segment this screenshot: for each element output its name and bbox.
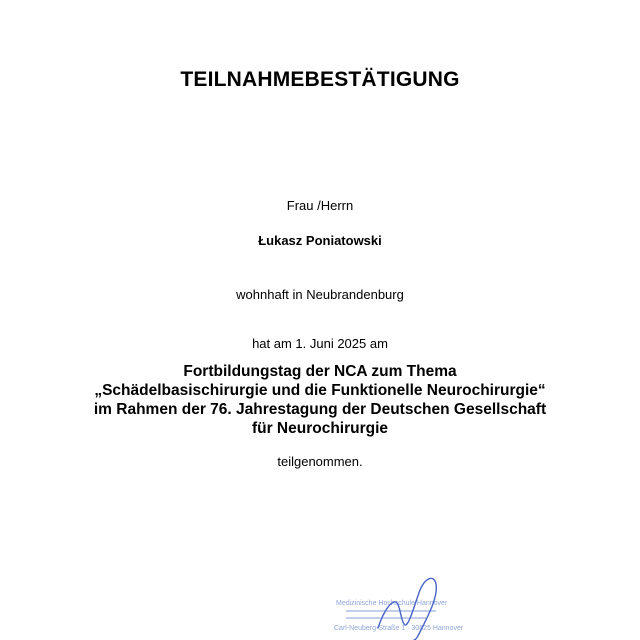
- stamp-text-line: Medizinische Hochschule Hannover: [336, 600, 448, 607]
- document-title: TEILNAHMEBESTÄTIGUNG: [180, 68, 460, 91]
- residence-line: wohnhaft in Neubrandenburg: [236, 287, 404, 302]
- closing-text: teilgenommen.: [277, 454, 363, 469]
- salutation: Frau /Herrn: [286, 198, 354, 213]
- event-line: „Schädelbasischirurgie und die Funktionelle Neurochirurgie“: [94, 382, 546, 399]
- participant-name: Łukasz Poniatowski: [258, 233, 382, 248]
- stamp-text-line: Carl-Neuberg-Straße 1 · 30625 Hannover: [334, 625, 464, 632]
- stamp-signature-graphic: [330, 572, 480, 640]
- event-line: Fortbildungstag der NCA zum Thema: [183, 363, 457, 380]
- stamp-text-line-faint: [346, 610, 436, 612]
- event-description: [0, 362, 640, 438]
- event-line: für Neurochirurgie: [251, 420, 389, 437]
- attendance-date: hat am 1. Juni 2025 am: [252, 336, 388, 351]
- stamp-text-line-faint: [346, 617, 426, 619]
- event-line: im Rahmen der 76. Jahrestagung der Deutschen Gesellschaft: [93, 401, 547, 418]
- institution-stamp: [330, 572, 480, 640]
